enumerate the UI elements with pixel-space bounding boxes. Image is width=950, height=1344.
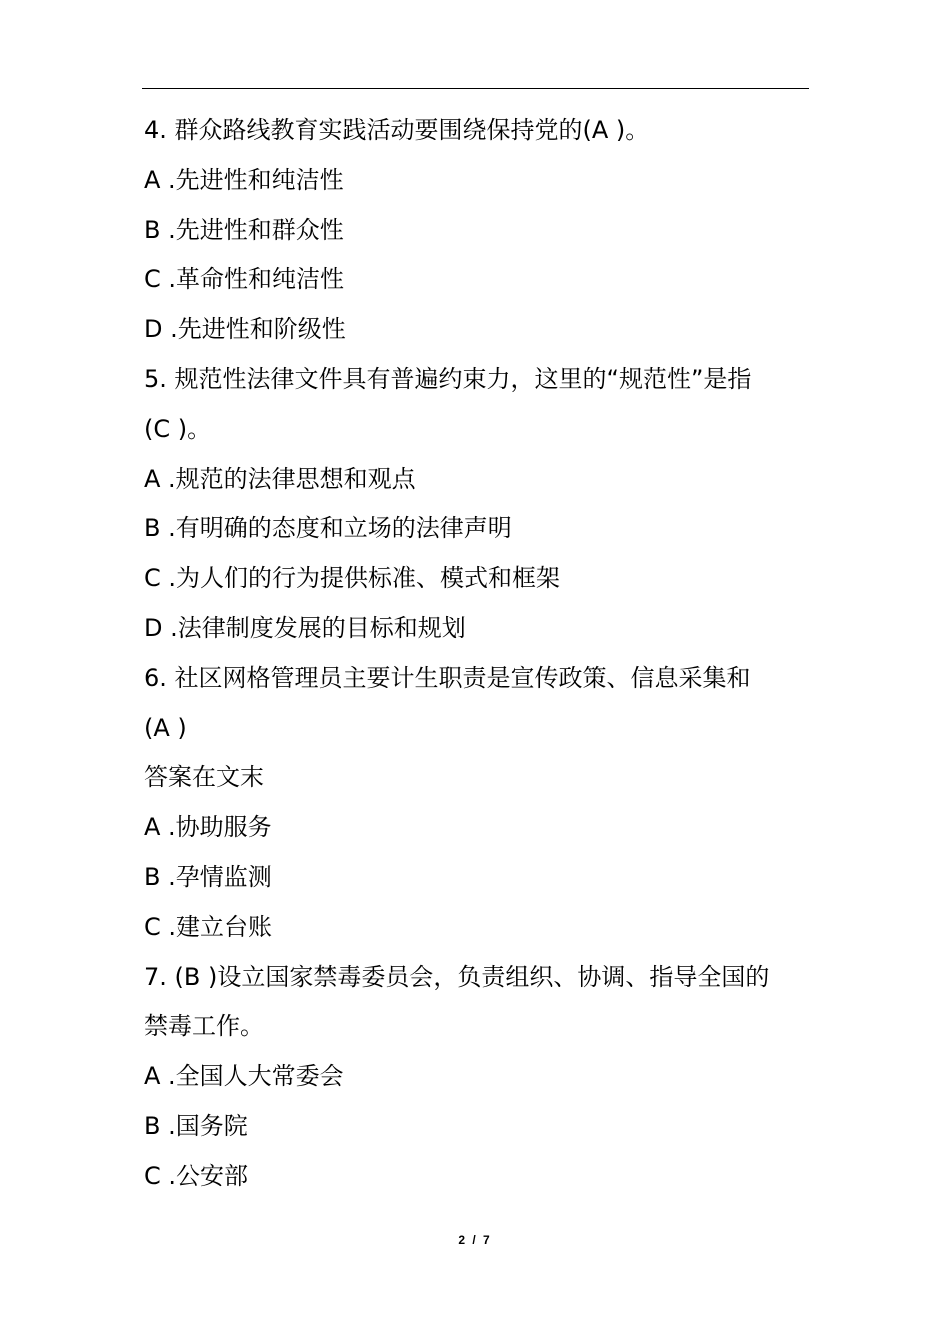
question-4-option-a: A .先进性和纯洁性: [144, 165, 344, 194]
question-5-option-a: A .规范的法律思想和观点: [144, 464, 416, 493]
question-4-option-b: B .先进性和群众性: [144, 215, 344, 244]
question-4-option-c: C .革命性和纯洁性: [144, 265, 345, 294]
question-5-option-d: D .法律制度发展的目标和规划: [144, 613, 466, 642]
question-6-option-c: C .建立台账: [144, 912, 273, 941]
document-body: [144, 106, 810, 1202]
question-7-option-c: C .公安部: [144, 1161, 249, 1190]
answer-note: 答案在文末: [144, 763, 264, 792]
question-4-option-d: D .先进性和阶级性: [144, 315, 346, 344]
page-number: 2 / 7: [458, 1233, 492, 1247]
question-6-text-line-2: (A ): [144, 713, 187, 742]
question-7-option-a: A .全国人大常委会: [144, 1062, 344, 1091]
question-5-text-line-2: (C )。: [144, 414, 212, 443]
question-4-text: 4. 群众路线教育实践活动要围绕保持党的(A )。: [144, 116, 650, 144]
question-5-option-b: B .有明确的态度和立场的法律声明: [144, 514, 512, 543]
header-rule: [142, 88, 809, 89]
question-5-option-c: C .为人们的行为提供标准、模式和框架: [144, 564, 561, 593]
question-6-option-a: A .协助服务: [144, 813, 272, 842]
question-7-text-line-1: 7. (B )设立国家禁毒委员会，负责组织、协调、指导全国的: [144, 962, 770, 991]
question-7-option-b: B .国务院: [144, 1111, 248, 1140]
question-6-text-line-1: 6. 社区网格管理员主要计生职责是宣传政策、信息采集和: [144, 663, 751, 692]
question-5-text-line-1: 5. 规范性法律文件具有普遍约束力，这里的“规范性”是指: [144, 364, 752, 393]
question-7-text-line-2: 禁毒工作。: [144, 1012, 264, 1041]
question-6-option-b: B .孕情监测: [144, 862, 272, 891]
